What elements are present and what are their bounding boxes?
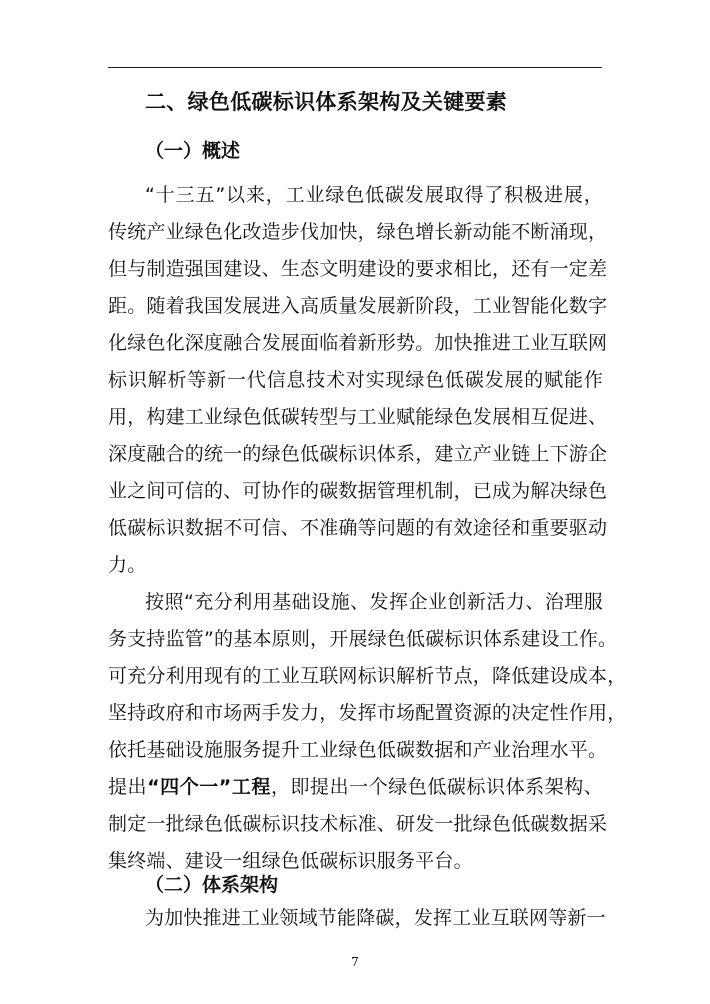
text-line: 业之间可信的、可协作的碳数据管理机制，已成为解决绿色 <box>108 480 608 502</box>
subsection-heading-overview: （一）概述 <box>145 140 241 162</box>
text-line: 化绿色化深度融合发展面临着新形势。加快推进工业互联网 <box>108 332 608 354</box>
text-line: 集终端、建设一组绿色低碳标识服务平台。 <box>108 850 473 872</box>
text-span: ，即提出一个绿色低碳标识体系架构、 <box>270 776 603 798</box>
section-heading: 二、绿色低碳标识体系架构及关键要素 <box>145 90 508 114</box>
text-line: 坚持政府和市场两手发力，发挥市场配置资源的决定性作用， <box>108 702 627 724</box>
text-line-emphasis <box>108 769 603 805</box>
text-line: 依托基础设施服务提升工业绿色低碳数据和产业治理水平。 <box>108 739 608 761</box>
text-line: 务支持监管”的基本原则，开展绿色低碳标识体系建设工作。 <box>108 628 618 650</box>
text-line: 但与制造强国建设、生态文明建设的要求相比，还有一定差 <box>108 258 608 280</box>
emphasis-four-ones: “四个一”工程 <box>147 776 271 798</box>
text-line: 制定一批绿色低碳标识技术标准、研发一批绿色低碳数据采 <box>108 813 608 835</box>
header-rule <box>108 67 602 68</box>
text-line: 为加快推进工业领域节能降碳，发挥工业互联网等新一 <box>145 907 606 929</box>
text-span: 提出 <box>108 776 148 798</box>
page-number: 7 <box>351 955 359 969</box>
text-line: 传统产业绿色化改造步伐加快，绿色增长新动能不断涌现， <box>108 221 608 243</box>
text-line: 用，构建工业绿色低碳转型与工业赋能绿色发展相互促进、 <box>108 406 608 428</box>
text-line: 力。 <box>108 554 147 576</box>
subsection-heading-architecture: （二）体系架构 <box>145 874 279 896</box>
text-line: 标识解析等新一代信息技术对实现绿色低碳发展的赋能作 <box>108 369 603 391</box>
text-line: 按照“充分利用基础设施、发挥企业创新活力、治理服 <box>145 591 603 613</box>
text-line: 深度融合的统一的绿色低碳标识体系，建立产业链上下游企 <box>108 443 608 465</box>
text-line: 距。随着我国发展进入高质量发展新阶段，工业智能化数字 <box>108 295 608 317</box>
text-line: 可充分利用现有的工业互联网标识解析节点，降低建设成本， <box>108 665 627 687</box>
text-line: 低碳标识数据不可信、不准确等问题的有效途径和重要驱动 <box>108 517 608 539</box>
text-line: “十三五”以来，工业绿色低碳发展取得了积极进展， <box>145 184 603 206</box>
